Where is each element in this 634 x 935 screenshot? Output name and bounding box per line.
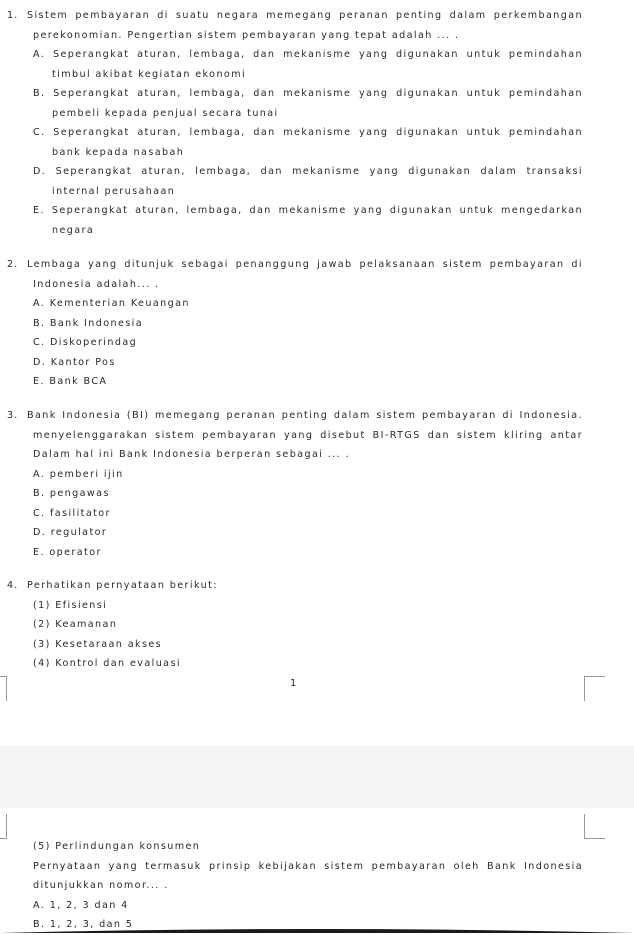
question-1-option-a-cont: timbul akibat kegiatan ekonomi: [52, 68, 247, 80]
question-2-option-d[interactable]: D. Kantor Pos: [33, 356, 116, 368]
question-4-question-line-2: ditunjukkan nomor... .: [33, 880, 169, 891]
question-3-option-c[interactable]: C. fasilitator: [33, 507, 111, 519]
question-4-statement-2: (2) Keamanan: [33, 619, 118, 630]
question-3-option-d[interactable]: D. regulator: [33, 527, 108, 538]
question-4-statement-3: (3) Kesetaraan akses: [33, 638, 163, 650]
question-4-continued: [7, 837, 583, 935]
question-4-statement-1: (1) Efisiensi: [33, 599, 108, 611]
question-3-option-b[interactable]: B. pengawas: [33, 488, 110, 499]
question-4-question-line-1: Pernyataan yang termasuk prinsip kebijakan sistem pembayaran oleh Bank Indonesia: [33, 860, 583, 872]
question-4-intro: 4. Perhatikan pernyataan berikut:: [7, 580, 218, 591]
question-1-option-a[interactable]: A. Seperangkat aturan, lembaga, dan mekanisme yang digunakan untuk pemindahan: [33, 49, 583, 60]
question-4-option-b[interactable]: B. 1, 2, 3, dan 5: [33, 919, 134, 930]
question-3-stem-line-1: 3. Bank Indonesia (BI) memegang peranan penting dalam sistem pembayaran di Indonesia.: [7, 410, 583, 421]
question-3-stem-line-2: menyelenggarakan sistem pembayaran yang disebut BI-RTGS dan sistem kliring antar: [33, 429, 583, 441]
question-1-option-e[interactable]: E. Seperangkat aturan, lembaga, dan mekanisme yang digunakan untuk mengedarkan: [33, 205, 583, 216]
crop-mark-top-left: [0, 676, 7, 701]
question-3-option-a[interactable]: A. pemberi ijin: [33, 468, 124, 480]
crop-mark-top-right: [584, 676, 605, 701]
question-1-option-d[interactable]: D. Seperangkat aturan, lembaga, dan mekanisme yang digunakan dalam transaksi: [33, 166, 583, 177]
question-2-option-a[interactable]: A. Kementerian Keuangan: [33, 298, 190, 309]
question-1-stem-line-1: 1. Sistem pembayaran di suatu negara memegang peranan penting dalam perkembangan: [7, 10, 583, 21]
question-3: [7, 406, 583, 562]
crop-mark-bottom-right: [584, 814, 605, 839]
question-4: [7, 576, 583, 674]
question-2-option-c[interactable]: C. Diskoperindag: [33, 337, 138, 348]
question-4-statement-5: (5) Perlindungan konsumen: [33, 841, 201, 852]
question-2-stem-line-2: Indonesia adalah... .: [33, 278, 160, 290]
question-2: [7, 255, 583, 392]
question-1-option-c-cont: bank kepada nasabah: [52, 146, 185, 158]
question-1: [7, 6, 583, 240]
page-gap: [0, 746, 634, 808]
page-number: 1: [290, 678, 297, 689]
question-1-stem-line-2: perekonomian. Pengertian sistem pembayaran yang tepat adalah ... .: [33, 29, 460, 41]
question-3-option-e[interactable]: E. operator: [33, 546, 102, 558]
question-2-option-e[interactable]: E. Bank BCA: [33, 376, 108, 387]
question-1-option-b-cont: pembeli kepada penjual secara tunai: [52, 107, 279, 119]
question-4-option-a[interactable]: A. 1, 2, 3 dan 4: [33, 899, 129, 911]
question-1-option-b[interactable]: B. Seperangkat aturan, lembaga, dan mekanisme yang digunakan untuk pemindahan: [33, 88, 583, 99]
question-1-option-c[interactable]: C. Seperangkat aturan, lembaga, dan mekanisme yang digunakan untuk pemindahan: [33, 127, 583, 138]
question-4-statement-4: (4) Kontrol dan evaluasi: [33, 658, 181, 669]
question-2-stem-line-1: 2. Lembaga yang ditunjuk sebagai penanggung jawab pelaksanaan sistem pembayaran di: [7, 259, 583, 270]
crop-mark-bottom-left: [0, 814, 7, 839]
question-1-option-e-cont: negara: [52, 224, 95, 236]
question-2-option-b[interactable]: B. Bank Indonesia: [33, 317, 144, 329]
question-3-stem-line-3: Dalam hal ini Bank Indonesia berperan sebagai ... .: [33, 449, 351, 460]
question-1-option-d-cont: internal perusahaan: [52, 185, 176, 197]
page-bottom-edge: [0, 926, 634, 933]
